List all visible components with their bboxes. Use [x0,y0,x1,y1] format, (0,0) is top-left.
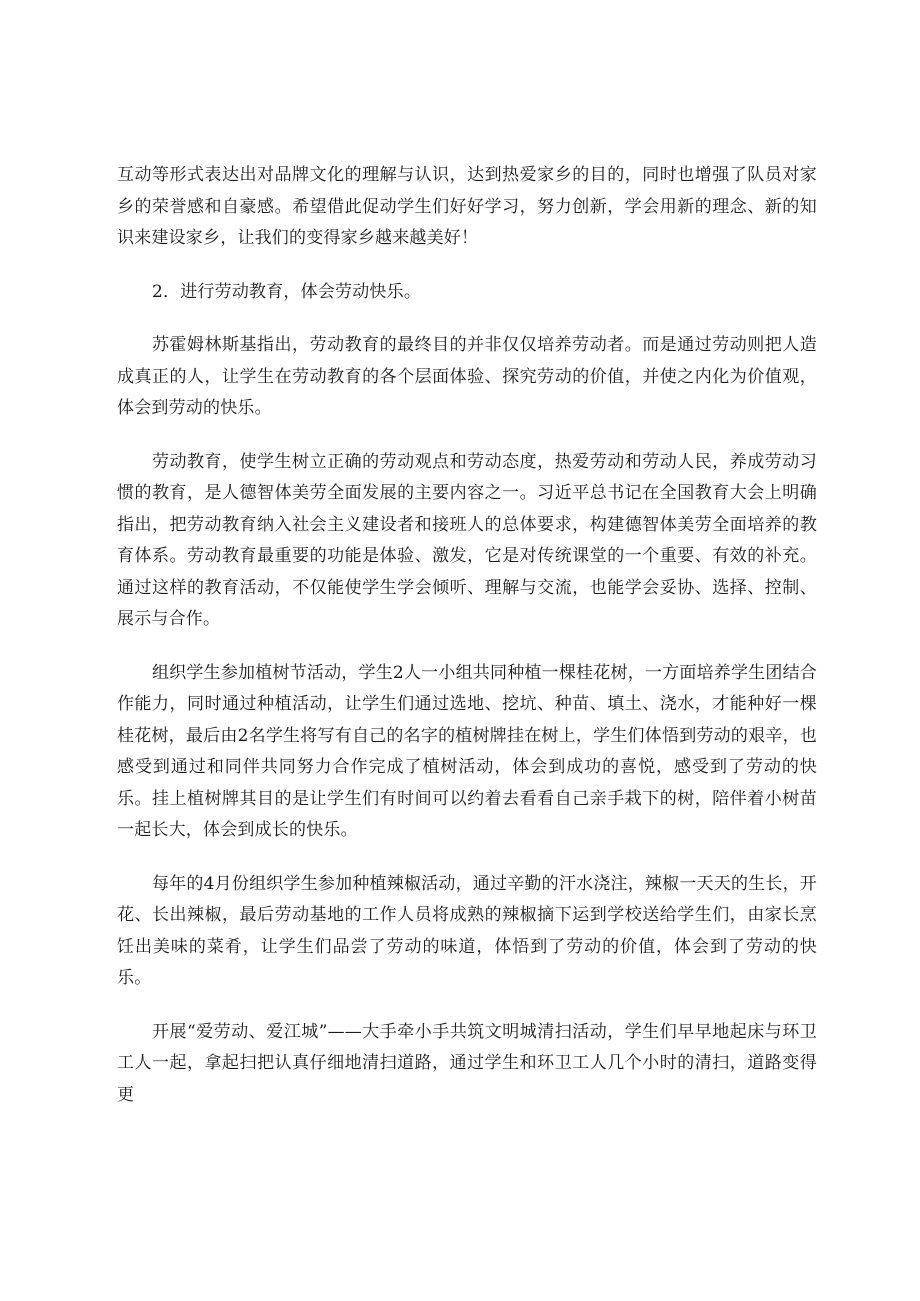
paragraph-continuation: 互动等形式表达出对品牌文化的理解与认识，达到热爱家乡的目的，同时也增强了队员对家乡的荣誉感和自豪感。希望借此促动学生们好好学习，努力创新，学会用新的理念、新的知识来建设家乡，让我们的变得家乡越来越美好！ [117,165,817,248]
section-heading: 2．进行劳动教育，体会劳动快乐。 [152,281,422,302]
document-body [117,160,817,1133]
paragraph: 组织学生参加植树节活动，学生2人一小组共同种植一棵桂花树，一方面培养学生团结合作能力，同时通过种植活动，让学生们通过选地、挖坑、种苗、填土、浇水，才能种好一棵桂花树，最后由2名学生将写有自己的名字的植树牌挂在树上，学生们体悟到劳动的艰辛，也感受到通过和同伴共同努力合作完成了植树活动，体会到成功的喜悦，感受到了劳动的快乐。挂上植树牌其目的是让学生们有时间可以约着去看看自己亲手栽下的树，陪伴着小树苗一起长大，体会到成长的快乐。 [117,662,817,840]
paragraph: 每年的4月份组织学生参加种植辣椒活动，通过辛勤的汗水浇注，辣椒一天天的生长，开花、长出辣椒，最后劳动基地的工作人员将成熟的辣椒摘下运到学校送给学生们，由家长烹饪出美味的菜肴，让学生们品尝了劳动的味道，体悟到了劳动的价值，体会到了劳动的快乐。 [117,873,817,988]
paragraph: 苏霍姆林斯基指出，劳动教育的最终目的并非仅仅培养劳动者。而是通过劳动则把人造成真正的人，让学生在劳动教育的各个层面体验、探究劳动的价值，并使之内化为价值观，体会到劳动的快乐。 [117,335,817,418]
paragraph: 劳动教育，使学生树立正确的劳动观点和劳动态度，热爱劳动和劳动人民，养成劳动习惯的教育，是人德智体美劳全面发展的主要内容之一。习近平总书记在全国教育大会上明确指出，把劳动教育纳入社会主义建设者和接班人的总体要求，构建德智体美劳全面培养的教育体系。劳动教育最重要的功能是体验、激发，它是对传统课堂的一个重要、有效的补充。通过这样的教育活动，不仅能使学生学会倾听、理解与交流，也能学会妥协、选择、控制、展示与合作。 [117,451,817,629]
paragraph: 开展“爱劳动、爱江城”——大手牵小手共筑文明城清扫活动，学生们早早地起床与环卫工人一起，拿起扫把认真仔细地清扫道路，通过学生和环卫工人几个小时的清扫，道路变得更 [117,1021,817,1105]
